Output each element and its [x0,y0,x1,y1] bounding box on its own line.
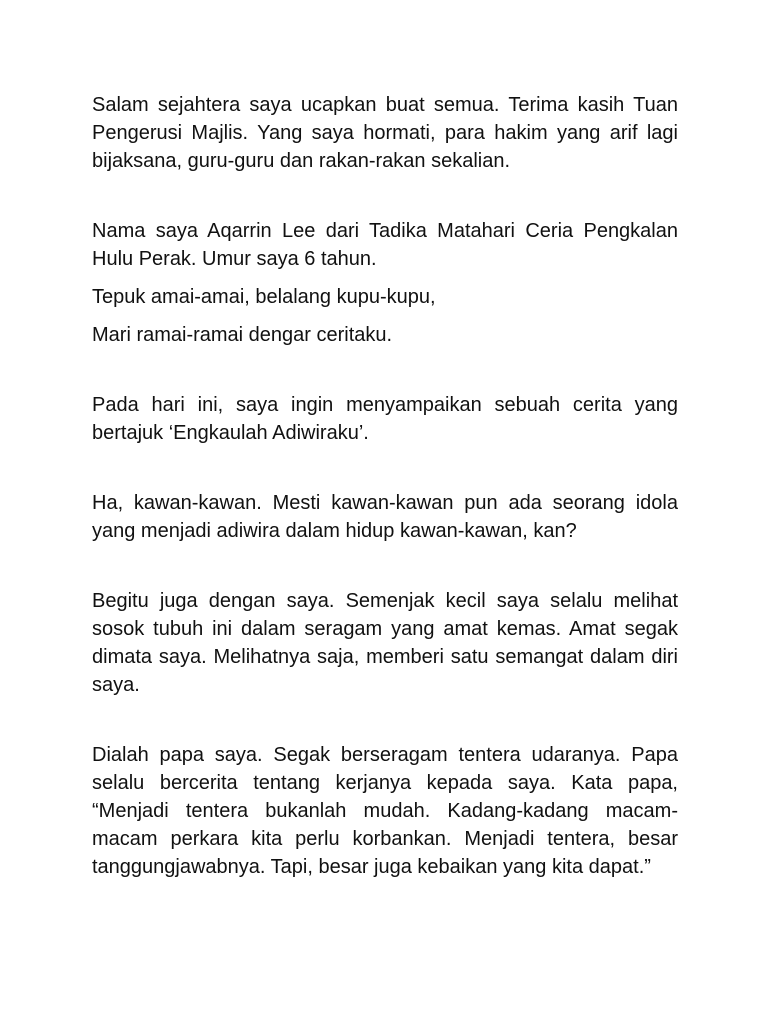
paragraph-story-title: Pada hari ini, saya ingin menyampaikan sebuah cerita yang bertajuk ‘Engkaulah Adiwiraku’. [92,394,678,444]
paragraph-rhyme-line-2: Mari ramai-ramai dengar ceritaku. [92,324,393,346]
paragraph-greeting: Salam sejahtera saya ucapkan buat semua. Terima kasih Tuan Pengerusi Majlis. Yang saya hormati, para hakim yang arif lagi bijaksana, guru-guru dan rakan-rakan sekalian. [92,94,678,172]
paragraph-introduction: Nama saya Aqarrin Lee dari Tadika Matahari Ceria Pengkalan Hulu Perak. Umur saya 6 tahun. [92,220,678,270]
paragraph-papa: Dialah papa saya. Segak berseragam tentera udaranya. Papa selalu bercerita tentang kerjanya kepada saya. Kata papa, “Menjadi tentera bukanlah mudah. Kadang-kadang macam-macam perkara kita perlu korbankan. Menjadi tentera, besar tanggungjawabnya. Tapi, besar juga kebaikan yang kita dapat.” [92,744,678,878]
paragraph-uniform: Begitu juga dengan saya. Semenjak kecil saya selalu melihat sosok tubuh ini dalam seragam yang amat kemas. Amat segak dimata saya. Melihatnya saja, memberi satu semangat dalam diri saya. [92,590,678,696]
paragraph-idol-question: Ha, kawan-kawan. Mesti kawan-kawan pun ada seorang idola yang menjadi adiwira dalam hidup kawan-kawan, kan? [92,492,678,542]
paragraph-rhyme-line-1: Tepuk amai-amai, belalang kupu-kupu, [92,286,436,308]
